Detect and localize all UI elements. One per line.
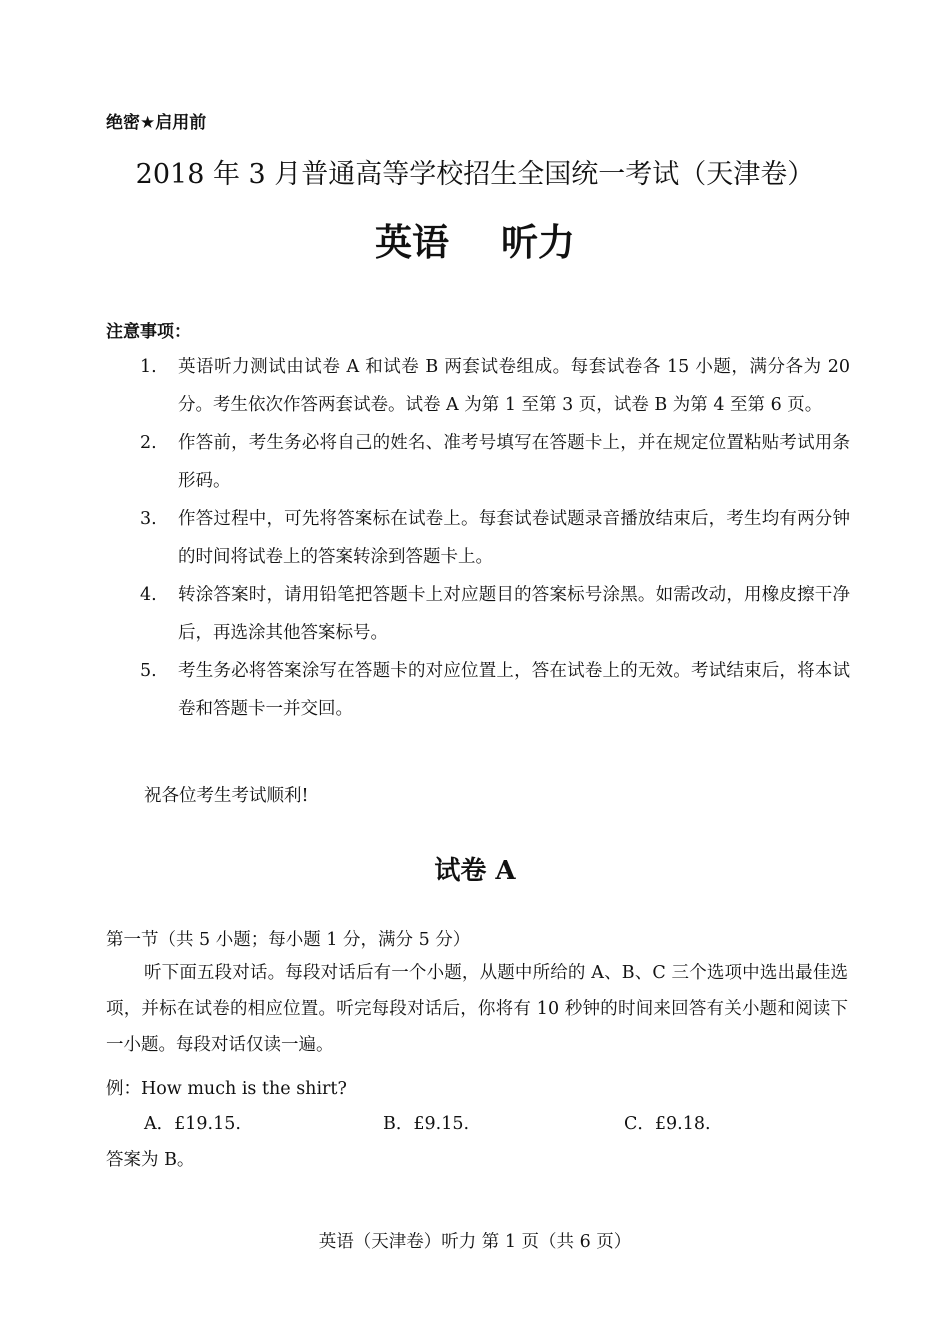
part-instructions: 听下面五段对话。每段对话后有一个小题，从题中所给的 A、B、C 三个选项中选出最佳选项，并标在试卷的相应位置。听完每段对话后，你将有 10 秒钟的时间来回答有关小题和阅读下一小题。每段对话仅读一遍。 [106, 963, 848, 1055]
notice-item [140, 652, 850, 728]
example-option-b: B．£9.15. [383, 1114, 470, 1134]
exam-title: 2018 年 3 月普通高等学校招生全国统一考试（天津卷） [135, 159, 815, 190]
confidential-label: 绝密★启用前 [106, 113, 207, 133]
example-option-a: A．£19.15. [144, 1114, 241, 1134]
notice-text: 转涂答案时，请用铅笔把答题卡上对应题目的答案标号涂黑。如需改动，用橡皮擦干净后，再选涂其他答案标号。 [178, 585, 850, 643]
notice-number: 5. [140, 661, 157, 681]
notice-number: 1. [140, 357, 157, 377]
notice-item [140, 424, 850, 500]
notice-number: 2. [140, 433, 157, 453]
example-option-c: C．£9.18. [624, 1114, 711, 1134]
notice-number: 3. [140, 509, 157, 529]
subject-title-part1: 英语 [375, 221, 449, 264]
subject-title [0, 212, 950, 266]
example-question: 例：How much is the shirt? [106, 1079, 347, 1099]
notice-number: 4. [140, 585, 157, 605]
notice-text: 考生务必将答案涂写在答题卡的对应位置上，答在试卷上的无效。考试结束后，将本试卷和答题卡一并交回。 [178, 661, 850, 719]
good-luck-wish: 祝各位考生考试顺利! [144, 786, 309, 806]
notice-text: 作答前，考生务必将自己的姓名、准考号填写在答题卡上，并在规定位置粘贴考试用条形码。 [178, 433, 850, 491]
notice-item [140, 576, 850, 652]
section-title: 试卷 A [434, 856, 516, 886]
notice-text: 作答过程中，可先将答案标在试卷上。每套试卷试题录音播放结束后，考生均有两分钟的时间将试卷上的答案转涂到答题卡上。 [178, 509, 850, 567]
notice-heading: 注意事项： [106, 322, 191, 342]
part-heading: 第一节（共 5 小题；每小题 1 分，满分 5 分） [106, 930, 471, 950]
notice-list [140, 348, 850, 728]
subject-title-part2: 听力 [501, 221, 575, 264]
notice-item [140, 500, 850, 576]
notice-item [140, 348, 850, 424]
notice-text: 英语听力测试由试卷 A 和试卷 B 两套试卷组成。每套试卷各 15 小题，满分各为 20 分。考生依次作答两套试卷。试卷 A 为第 1 至第 3 页，试卷 B 为第 4 至第 6 页。 [178, 357, 850, 415]
page-footer: 英语（天津卷）听力 第 1 页（共 6 页） [318, 1232, 632, 1252]
example-answer: 答案为 B。 [106, 1150, 195, 1170]
